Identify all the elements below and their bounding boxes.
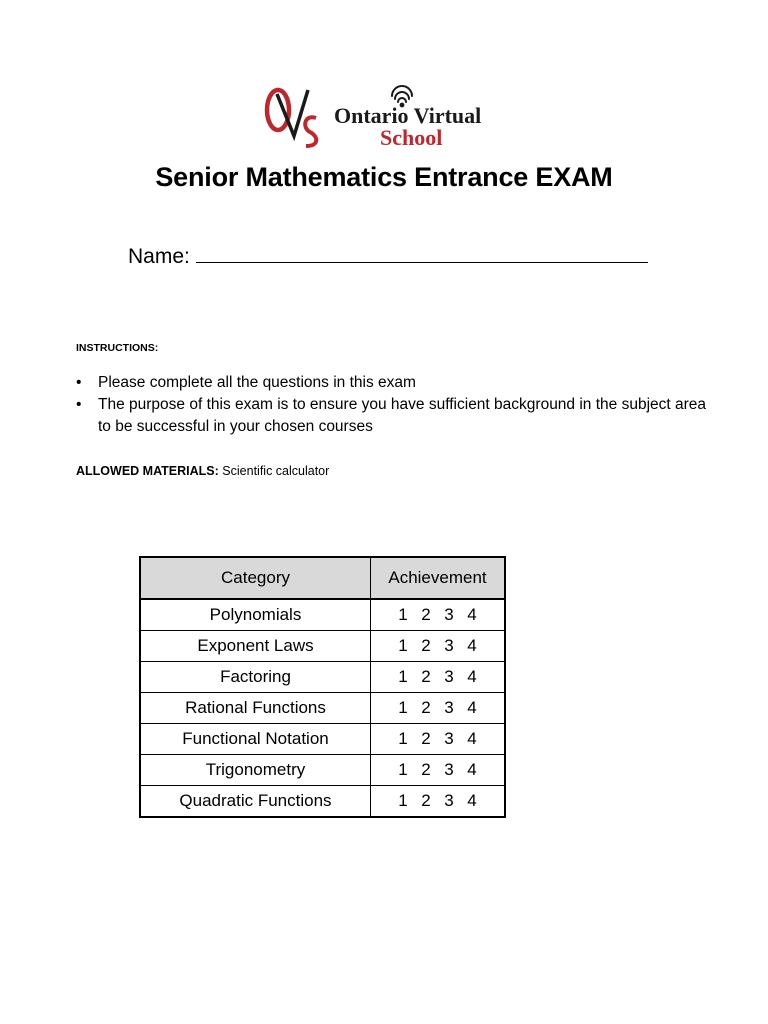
achievement-level-1[interactable]: 1 <box>398 667 408 686</box>
achievement-cell[interactable] <box>371 662 506 693</box>
achievement-cell[interactable] <box>371 693 506 724</box>
achievement-cell[interactable] <box>371 786 506 818</box>
table-row <box>140 755 505 786</box>
category-cell: Rational Functions <box>140 693 371 724</box>
category-cell: Exponent Laws <box>140 631 371 662</box>
header-category: Category <box>140 557 371 599</box>
name-field[interactable] <box>128 244 648 269</box>
achievement-level-3[interactable]: 3 <box>444 667 454 686</box>
allowed-materials-label: ALLOWED MATERIALS: <box>76 464 219 478</box>
header-achievement: Achievement <box>371 557 506 599</box>
page-title: Senior Mathematics Entrance EXAM <box>155 162 613 192</box>
achievement-level-4[interactable]: 4 <box>467 698 477 717</box>
achievement-level-3[interactable]: 3 <box>444 791 454 810</box>
bullet-icon: • <box>76 396 82 413</box>
list-item: • Please complete all the questions in this exam <box>76 372 716 394</box>
category-cell: Trigonometry <box>140 755 371 786</box>
achievement-cell[interactable] <box>371 724 506 755</box>
achievement-level-4[interactable]: 4 <box>467 760 477 779</box>
category-cell: Quadratic Functions <box>140 786 371 818</box>
achievement-level-1[interactable]: 1 <box>398 791 408 810</box>
achievement-level-4[interactable]: 4 <box>467 729 477 748</box>
achievement-table <box>139 556 506 818</box>
bullet-icon: • <box>76 374 82 391</box>
category-cell: Polynomials <box>140 599 371 631</box>
list-item: • The purpose of this exam is to ensure you have sufficient background in the subject area to be successful in your chosen courses <box>76 396 707 435</box>
achievement-cell[interactable] <box>371 599 506 631</box>
achievement-level-2[interactable]: 2 <box>421 636 431 655</box>
achievement-level-2[interactable]: 2 <box>421 667 431 686</box>
table-row <box>140 724 505 755</box>
achievement-level-1[interactable]: 1 <box>398 698 408 717</box>
logo-text-line2: School <box>380 125 443 150</box>
logo-text-line1: Ontario Virtual <box>334 103 482 128</box>
achievement-level-1[interactable]: 1 <box>398 636 408 655</box>
table-row <box>140 599 505 631</box>
table-row <box>140 693 505 724</box>
achievement-cell[interactable] <box>371 755 506 786</box>
achievement-level-4[interactable]: 4 <box>467 605 477 624</box>
achievement-level-1[interactable]: 1 <box>398 729 408 748</box>
name-label: Name: <box>128 245 190 268</box>
achievement-level-2[interactable]: 2 <box>421 605 431 624</box>
achievement-level-3[interactable]: 3 <box>444 605 454 624</box>
allowed-materials-value: Scientific calculator <box>222 464 330 478</box>
table-row <box>140 662 505 693</box>
name-blank-line[interactable] <box>196 244 648 263</box>
achievement-cell[interactable] <box>371 631 506 662</box>
logo-s-mark <box>305 117 316 146</box>
achievement-level-3[interactable]: 3 <box>444 729 454 748</box>
table-row <box>140 786 505 818</box>
achievement-level-3[interactable]: 3 <box>444 760 454 779</box>
achievement-level-1[interactable]: 1 <box>398 605 408 624</box>
achievement-level-4[interactable]: 4 <box>467 636 477 655</box>
achievement-level-1[interactable]: 1 <box>398 760 408 779</box>
allowed-materials <box>76 464 329 478</box>
achievement-level-2[interactable]: 2 <box>421 760 431 779</box>
table-row <box>140 631 505 662</box>
achievement-level-2[interactable]: 2 <box>421 729 431 748</box>
achievement-level-3[interactable]: 3 <box>444 698 454 717</box>
category-cell: Functional Notation <box>140 724 371 755</box>
achievement-level-3[interactable]: 3 <box>444 636 454 655</box>
instructions-list <box>76 372 716 438</box>
achievement-level-2[interactable]: 2 <box>421 698 431 717</box>
achievement-level-4[interactable]: 4 <box>467 791 477 810</box>
category-cell: Factoring <box>140 662 371 693</box>
school-logo <box>264 84 510 150</box>
instructions-heading: INSTRUCTIONS: <box>76 342 159 354</box>
achievement-level-4[interactable]: 4 <box>467 667 477 686</box>
table-header-row <box>140 557 505 599</box>
achievement-level-2[interactable]: 2 <box>421 791 431 810</box>
